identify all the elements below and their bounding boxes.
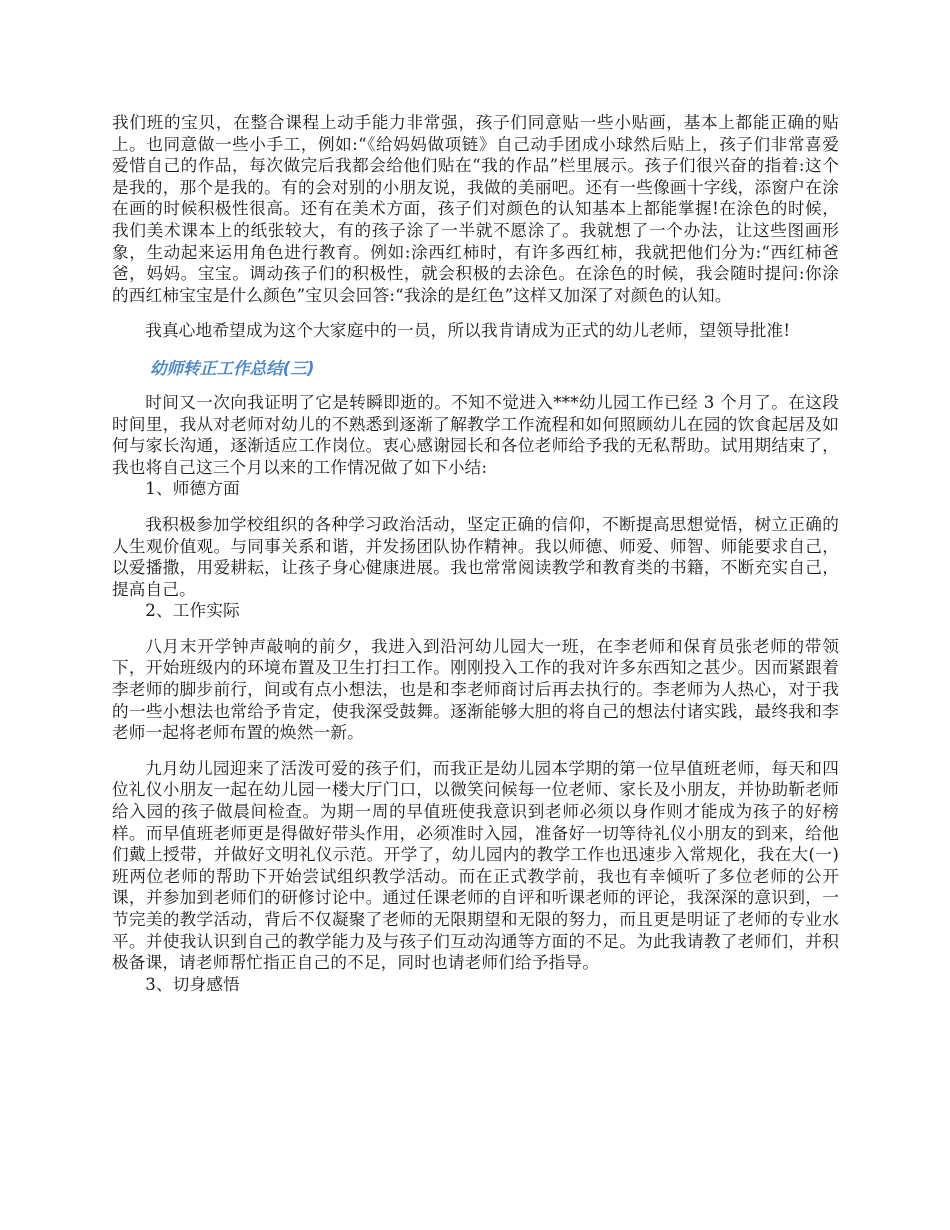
paragraph-children-crafts: 我们班的宝贝，在整合课程上动手能力非常强，孩子们同意贴一些小贴画，基本上都能正确的贴上。也同意做一些小手工，例如:“《给妈妈做项链》自己动手团成小球然后贴上，孩子们非常喜爱爱惜自己的作品，每次做完后我都会给他们贴在“我的作品”栏里展示。孩子们很兴奋的指着:这个是我的，那个是我的。有的会对别的小朋友说，我做的美丽吧。还有一些像画十字线，添窗户在涂在画的时候积极性很高。还有在美术方面，孩子们对颜色的认知基本上都能掌握!在涂色的时候，我们美术课本上的纸张较大，有的孩子涂了一半就不愿涂了。我就想了一个办法，让这些图画形象，生动起来运用角色进行教育。例如:涂西红柿时，有许多西红柿，我就把他们分为:“西红柿爸爸，妈妈。宝宝。调动孩子们的积极性，就会积极的去涂色。在涂色的时候，我会随时提问:你涂的西红柿宝宝是什么颜色”宝贝会回答:“我涂的是红色”这样又加深了对颜色的认知。 — [112, 113, 839, 305]
paragraph-work-august: 八月末开学钟声敲响的前夕，我进入到沿河幼儿园大一班，在李老师和保育员张老师的带领下，开始班级内的环境布置及卫生打扫工作。刚刚投入工作的我对许多东西知之甚少。因而紧跟着李老师的脚步前行，间或有点小想法，也是和李老师商讨后再去执行的。李老师为人热心，对于我的一些小想法也常给予肯定，使我深受鼓舞。逐渐能够大胆的将自己的想法付诸实践，最终我和李老师一起将老师布置的焕然一新。 — [112, 636, 839, 743]
subheading-work: 2、工作实际 — [145, 601, 240, 621]
document-page — [112, 112, 839, 995]
paragraph-work-september: 九月幼儿园迎来了活泼可爱的孩子们，而我正是幼儿园本学期的第一位早值班老师，每天和四位礼仪小朋友一起在幼儿园一楼大厅门口，以微笑问候每一位老师、家长及小朋友，并协助靳老师给入园的孩子做晨间检查。为期一周的早值班使我意识到老师必须以身作则才能成为孩子的好榜样。而早值班老师更是得做好带头作用，必须准时入园，准备好一切等待礼仪小朋友的到来，给他们戴上授带，并做好文明礼仪示范。开学了，幼儿园内的教学工作也迅速步入常规化，我在大(一)班两位老师的帮助下开始尝试组织教学活动。而在正式教学前，我也有幸倾听了多位老师的公开课，并参加到老师们的研修讨论中。通过任课老师的自评和听课老师的评论，我深深的意识到，一节完美的教学活动，背后不仅凝聚了老师的无限期望和无限的努力，而且更是明证了老师的专业水平。并使我认识到自己的教学能力及与孩子们互动沟通等方面的不足。为此我请教了老师们，并积极备课，请老师帮忙指正自己的不足，同时也请老师们给予指导。 — [112, 758, 839, 973]
section-title: 幼师转正工作总结(三) — [150, 358, 315, 378]
paragraph-application: 我真心地希望成为这个大家庭中的一员，所以我肯请成为正式的幼儿老师，望领导批准! — [145, 321, 791, 341]
paragraph-ethics: 我积极参加学校组织的各种学习政治活动，坚定正确的信仰，不断提高思想觉悟，树立正确的人生观价值观。与同事关系和谐，并发扬团队协作精神。我以师德、师爱、师智、师能要求自己，以爱播撒，用爱耕耘，让孩子身心健康进展。我也常常阅读教学和教育类的书籍，不断充实自己，提高自己。 — [112, 514, 839, 599]
subheading-reflection: 3、切身感悟 — [145, 974, 240, 994]
subheading-ethics: 1、师德方面 — [145, 479, 240, 499]
paragraph-intro: 时间又一次向我证明了它是转瞬即逝的。不知不觉进入***幼儿园工作已经 3 个月了。在这段时间里，我从对老师对幼儿的不熟悉到逐渐了解教学工作流程和如何照顾幼儿在园的饮食起居及如何与家长沟通，逐渐适应工作岗位。衷心感谢园长和各位老师给予我的无私帮助。试用期结束了，我也将自己这三个月以来的工作情况做了如下小结: — [112, 392, 839, 477]
